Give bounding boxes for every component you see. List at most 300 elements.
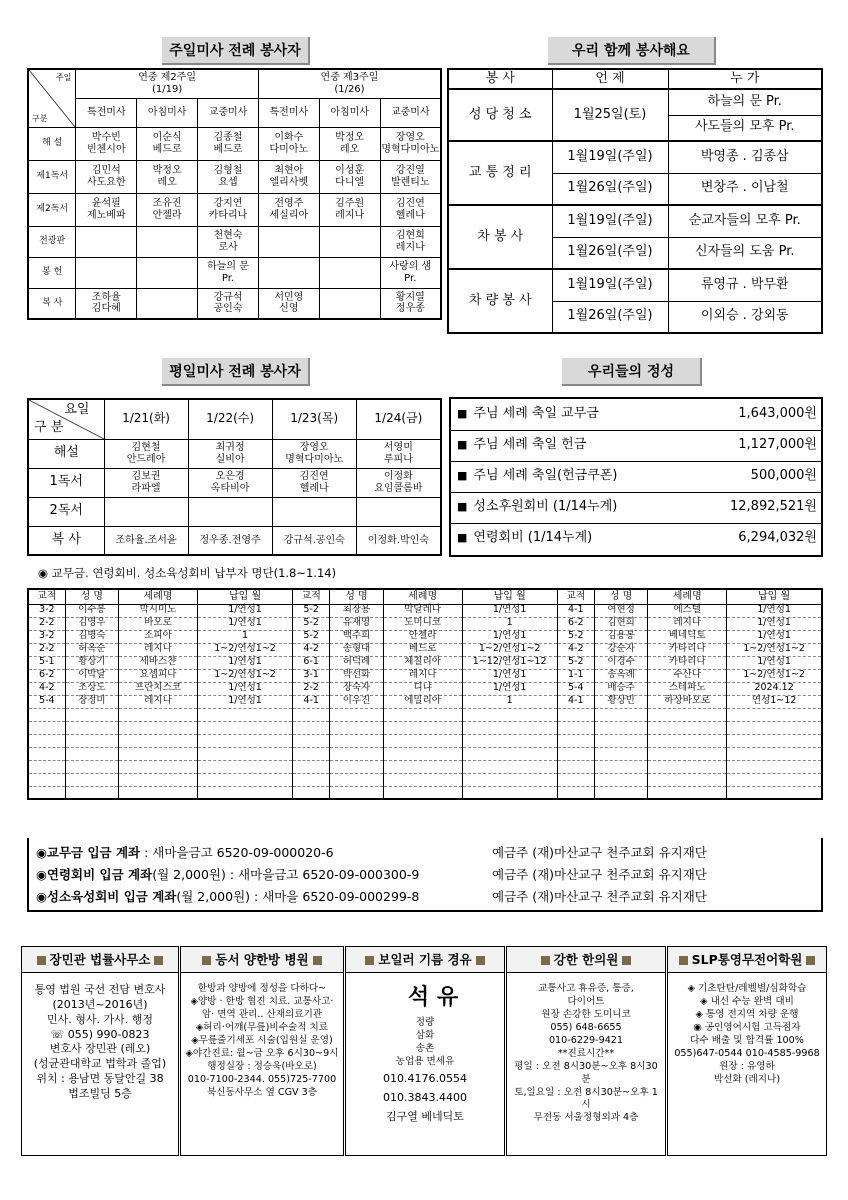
ad-line: 통영 법원 국선 전담 변호사 — [34, 983, 166, 996]
row-label: 전광판 — [28, 226, 76, 257]
offering-item — [451, 523, 821, 554]
ad-line: ◈ 통영 전지역 차량 운행 — [695, 1008, 799, 1020]
server-cell: 강진열 발렌티노 — [380, 160, 441, 193]
row-label: 제2독서 — [28, 193, 76, 226]
payer-cell: 6-2 — [28, 669, 65, 682]
payers-header: 납입 월 — [727, 589, 822, 604]
ad-line: (성균관대학교 법학과 졸업) — [33, 1057, 167, 1071]
payer-cell: 송옥례 — [594, 669, 647, 682]
payer-cell: 조상도 — [65, 682, 118, 695]
ad-box — [180, 946, 344, 1156]
ad-line: ◈허리·어깨(무릎)비수술적 치료 — [195, 1021, 329, 1033]
server-cell: 이정화 요임콜롬바 — [356, 468, 441, 497]
square-icon — [476, 956, 485, 965]
ad-line: **진료시간** — [557, 1047, 615, 1059]
payer-cell: 카타리나 — [648, 656, 727, 669]
offering-title: 우리들의 정성 — [562, 358, 702, 386]
payer-cell: 1 — [197, 630, 292, 643]
together-title: 우리 함께 봉사해요 — [548, 37, 716, 65]
together-date: 1월19일(주일) — [552, 205, 668, 237]
server-cell — [137, 288, 198, 319]
server-cell: 윤석필 제노베파 — [76, 193, 137, 226]
server-cell — [319, 257, 380, 288]
payer-cell: 5-2 — [557, 630, 594, 643]
together-group: 차 봉 사 — [448, 205, 552, 269]
empty-row — [28, 786, 822, 799]
payer-cell: 5-2 — [293, 604, 330, 617]
offering-box — [449, 397, 823, 557]
payer-cell: 박선화 — [330, 669, 383, 682]
weekday-day: 1/24(금) — [356, 399, 441, 439]
server-cell: 김주원 레지나 — [319, 193, 380, 226]
account-label: ◉성소육성회비 입금 계좌 — [36, 889, 177, 904]
payer-cell: 2-2 — [293, 682, 330, 695]
payer-cell: 1 — [462, 617, 557, 630]
table-row — [28, 604, 822, 617]
square-icon — [154, 956, 163, 965]
ad-line: 무전동 서울정형외과 4층 — [533, 1112, 639, 1124]
together-date: 1월26일(주일) — [552, 301, 668, 333]
ad-body — [181, 973, 343, 1099]
payer-cell: 5-2 — [293, 630, 330, 643]
ad-line: 원장 손강한 도미니코 — [541, 1008, 631, 1020]
account-line — [36, 842, 334, 864]
row-label: 1독서 — [28, 468, 104, 497]
payer-cell: 1/연성1 — [197, 604, 292, 617]
bullet-icon: ■ — [457, 406, 468, 420]
server-cell: 김진연 헬레나 — [380, 193, 441, 226]
ad-line: ◈무릎줄기세포 시술(입원실 운영) — [191, 1034, 333, 1046]
payer-cell: 허옥순 — [65, 643, 118, 656]
bullet-icon: ■ — [457, 531, 468, 545]
payer-cell: 1~2/연성1~2 — [197, 669, 292, 682]
row-label: 2독서 — [28, 497, 104, 526]
ad-line: ◈양방 · 한방 협진 치료. 교통사고· — [190, 995, 334, 1007]
ad-line: 행정실장 : 정승욱(바오로) — [207, 1060, 317, 1072]
payers-header: 세례명 — [648, 589, 727, 604]
payer-cell: 1~2/연성1~2 — [727, 643, 822, 656]
payer-cell: 1/연성1 — [727, 617, 822, 630]
ad-body — [507, 973, 665, 1125]
together-who: 하늘의 문 Pr. — [668, 89, 822, 115]
offering-label: 연령회비 (1/14누계) — [473, 530, 593, 546]
ad-title: SLP통영무전어학원 — [668, 947, 826, 973]
payer-cell: 프란치스코 — [119, 682, 198, 695]
payer-cell: 막달레나 — [383, 604, 462, 617]
offering-label: 주님 세례 축일(헌금쿠폰) — [473, 468, 618, 484]
payer-cell: 1/연성1 — [462, 630, 557, 643]
ad-line: 농업용 면세유 — [395, 1055, 455, 1067]
server-cell: 조하율 김다혜 — [76, 288, 137, 319]
payers-header: 성 명 — [65, 589, 118, 604]
ad-line: ◈야간진료: 월~금 오후 6시30~9시 — [185, 1047, 339, 1059]
ad-box — [345, 946, 505, 1156]
ad-line: ◈ 기초탄탄/레벨별/심화학습 — [687, 983, 807, 994]
sunday-week1: 연중 제2주일 (1/19) — [76, 69, 259, 98]
ad-line: 김구열 베네딕토 — [386, 1110, 464, 1124]
payer-cell: 1~12/연성1~12 — [462, 656, 557, 669]
ad-line: 변호사 장민관 (레오) — [49, 1042, 151, 1056]
payer-cell: 이막달 — [65, 669, 118, 682]
ad-line: 055)647-0544 010-4585-9968 — [674, 1047, 820, 1059]
server-cell: 전영주 세실리아 — [258, 193, 319, 226]
server-cell — [188, 497, 272, 526]
payer-cell: 에밀리아 — [383, 695, 462, 708]
square-icon — [806, 956, 815, 965]
server-cell: 강지연 카타리나 — [198, 193, 259, 226]
server-cell: 최귀정 실비아 — [188, 439, 272, 468]
payer-cell: 김현희 — [594, 617, 647, 630]
ad-line: 다이어트 — [567, 995, 605, 1007]
payer-cell: 안젤라 — [383, 630, 462, 643]
row-label: 봉 헌 — [28, 257, 76, 288]
ad-box — [667, 946, 827, 1156]
ad-line: ◈ 내신 수능 완벽 대비 — [700, 995, 794, 1007]
payer-cell: 4-2 — [557, 643, 594, 656]
together-date: 1월19일(주일) — [552, 269, 668, 301]
ad-title: 보일러 기름 경유 — [346, 947, 504, 973]
server-cell: 조유진 안젤라 — [137, 193, 198, 226]
payers-header: 교적 — [557, 589, 594, 604]
server-cell — [76, 257, 137, 288]
payer-cell: 디냐 — [383, 682, 462, 695]
server-cell: 김형철 요셉 — [198, 160, 259, 193]
payer-cell: 4-2 — [28, 682, 65, 695]
server-cell: 김현희 레지나 — [380, 226, 441, 257]
payer-cell: 연성1~12 — [727, 695, 822, 708]
ad-line: 010.3843.4400 — [383, 1091, 467, 1105]
payers-header: 성 명 — [594, 589, 647, 604]
server-cell — [137, 226, 198, 257]
payer-cell: 강순자 — [594, 643, 647, 656]
mass-header: 교중미사 — [380, 98, 441, 127]
payer-cell: 허덕례 — [330, 656, 383, 669]
payer-cell: 카타리나 — [648, 643, 727, 656]
payer-cell: 최장용 — [330, 604, 383, 617]
square-icon — [541, 956, 550, 965]
server-cell: 서민영 신영 — [258, 288, 319, 319]
ad-line: 원장 : 유영하 — [719, 1060, 775, 1072]
ad-title: 강한 한의원 — [507, 947, 665, 973]
payer-cell: 이수봉 — [65, 604, 118, 617]
payer-cell: 1/연성1 — [197, 617, 292, 630]
sunday-week2: 연중 제3주일 (1/26) — [258, 69, 441, 98]
server-cell — [356, 497, 441, 526]
ad-line: 삼화 — [415, 1029, 435, 1041]
offering-item — [451, 399, 821, 430]
ad-line: 교통사고 휴유증, 통증, — [538, 983, 634, 994]
together-who: 순교자들의 모후 Pr. — [668, 205, 822, 237]
together-who: 사도들의 모후 Pr. — [668, 115, 822, 141]
payer-cell: 유재영 — [330, 617, 383, 630]
payer-cell: 스테파노 — [648, 682, 727, 695]
together-who: 류영규 . 박무환 — [668, 269, 822, 301]
table-row — [28, 682, 822, 695]
mass-header: 아침미사 — [319, 98, 380, 127]
weekday-day: 1/23(목) — [272, 399, 356, 439]
ad-line: 010-7100-2344. 055)725-7700 — [187, 1073, 337, 1085]
together-date: 1월25일(토) — [552, 89, 668, 141]
server-cell — [319, 288, 380, 319]
ad-title: 장민관 법률사무소 — [22, 947, 178, 973]
payer-cell: 4-2 — [293, 643, 330, 656]
payer-cell: 1/연성1 — [462, 682, 557, 695]
server-cell — [258, 226, 319, 257]
payer-cell: 송형대 — [330, 643, 383, 656]
server-cell — [137, 257, 198, 288]
together-group: 교 통 정 리 — [448, 141, 552, 205]
payer-cell: 1/연성1 — [462, 604, 557, 617]
payer-cell: 6-1 — [293, 656, 330, 669]
server-cell: 정우종.전영주 — [188, 526, 272, 555]
payer-cell: 1-1 — [557, 669, 594, 682]
ad-line: 평일 : 오전 8시30분~오후 8시30분 — [514, 1060, 658, 1085]
mass-header: 아침미사 — [137, 98, 198, 127]
payer-cell: 5-2 — [293, 617, 330, 630]
server-cell: 박수빈 빈첸시아 — [76, 127, 137, 160]
payer-cell: 베드로 — [383, 643, 462, 656]
payer-cell: 황상기 — [65, 656, 118, 669]
ad-line: 송촌 — [415, 1042, 435, 1054]
square-icon — [365, 956, 374, 965]
offering-label: 주님 세례 축일 교무금 — [473, 405, 599, 421]
payer-cell: 3-2 — [28, 604, 65, 617]
row-label: 복 사 — [28, 526, 104, 555]
bullet-icon: ■ — [457, 500, 468, 514]
payers-header: 세례명 — [119, 589, 198, 604]
payer-cell: 레지나 — [119, 643, 198, 656]
server-cell: 이순식 베드로 — [137, 127, 198, 160]
empty-row — [28, 760, 822, 773]
payers-header: 납입 월 — [462, 589, 557, 604]
empty-row — [28, 773, 822, 786]
bullet-icon: ■ — [457, 469, 468, 483]
payer-cell: 1/연성1 — [462, 669, 557, 682]
payer-cell: 5-4 — [28, 695, 65, 708]
payer-cell: 소피아 — [119, 630, 198, 643]
payer-cell: 이경수 — [594, 656, 647, 669]
ad-line: 055) 648-6655 — [550, 1021, 622, 1033]
payers-table — [27, 588, 823, 800]
server-cell — [272, 497, 356, 526]
empty-row — [28, 747, 822, 760]
payer-cell: 4-1 — [557, 604, 594, 617]
ad-line: 010.4176.0554 — [383, 1072, 467, 1086]
ad-body — [346, 973, 504, 1125]
account-detail: (월 2,000원) : 새마을 6520-09-000299-8 — [176, 889, 420, 904]
account-detail: (월 2,000원) : 새마을금고 6520-09-000300-9 — [152, 867, 420, 882]
weekday-day: 1/21(화) — [104, 399, 188, 439]
server-cell: 김현철 안드레아 — [104, 439, 188, 468]
payer-cell: 5-1 — [28, 656, 65, 669]
server-cell: 강규석.공인숙 — [272, 526, 356, 555]
ad-line: 다수 배출 및 합격률 100% — [690, 1034, 804, 1046]
payer-cell: 2024.12 — [727, 682, 822, 695]
payer-cell: 1 — [462, 695, 557, 708]
together-group: 성 당 청 소 — [448, 89, 552, 141]
server-cell: 사랑의 샘 Pr. — [380, 257, 441, 288]
server-cell: 박정오 레오 — [137, 160, 198, 193]
table-row — [28, 643, 822, 656]
payer-cell: 1/연성1 — [727, 656, 822, 669]
ad-body — [22, 973, 178, 1102]
offering-item — [451, 430, 821, 461]
ad-line: ☏ 055) 990-0823 — [50, 1027, 150, 1041]
payer-cell: 3-2 — [28, 630, 65, 643]
offering-item — [451, 461, 821, 492]
offering-amount: 6,294,032원 — [738, 530, 817, 546]
weekday-title: 평일미사 전례 봉사자 — [162, 358, 310, 386]
payer-cell: 1~2/연성1~2 — [727, 669, 822, 682]
payer-cell: 1/연성1 — [197, 656, 292, 669]
server-cell: 박정오 레오 — [319, 127, 380, 160]
payer-cell: 세바스챤 — [119, 656, 198, 669]
payers-header: 교적 — [293, 589, 330, 604]
together-date: 1월26일(주일) — [552, 173, 668, 205]
payer-cell: 요셉피나 — [119, 669, 198, 682]
server-cell: 서영미 루피나 — [356, 439, 441, 468]
payer-cell: 황상민 — [594, 695, 647, 708]
payer-cell: 5-2 — [557, 656, 594, 669]
payer-cell: 레지나 — [119, 695, 198, 708]
together-table — [447, 68, 823, 334]
ad-line: 박선화 (레지나) — [713, 1073, 781, 1085]
payer-cell: 하상바오로 — [648, 695, 727, 708]
payers-title: ◉ 교무금. 연령회비. 성소육성회비 납부자 명단(1.8~1.14) — [38, 566, 337, 580]
payer-cell: 2-2 — [28, 617, 65, 630]
server-cell — [258, 257, 319, 288]
server-cell: 이성훈 다니엘 — [319, 160, 380, 193]
ad-line: (2013년~2016년) — [52, 997, 148, 1011]
table-row — [28, 656, 822, 669]
row-label: 해 설 — [28, 127, 76, 160]
ad-big-text: 석 유 — [407, 985, 459, 1010]
ad-line: 토,일요일 : 오전 8시30분~오후 1시 — [514, 1086, 658, 1111]
payers-header: 납입 월 — [197, 589, 292, 604]
server-cell — [319, 226, 380, 257]
payer-cell: 1~2/연성1~2 — [462, 643, 557, 656]
together-who: 변창주 . 이남철 — [668, 173, 822, 205]
server-cell: 이정화.박인숙 — [356, 526, 441, 555]
offering-amount: 1,643,000원 — [685, 399, 821, 430]
ad-line: 위치 : 용남면 동달안길 38 — [36, 1072, 164, 1086]
server-cell: 김보권 라파엘 — [104, 468, 188, 497]
payer-cell: 막시미노 — [119, 604, 198, 617]
ad-line: 정량 — [415, 1016, 435, 1028]
payer-cell: 이우진 — [330, 695, 383, 708]
payer-cell: 1/연성1 — [197, 682, 292, 695]
square-icon — [202, 956, 211, 965]
payer-cell: 김명숙 — [65, 630, 118, 643]
offering-label: 주님 세례 축일 헌금 — [473, 437, 587, 453]
payer-cell: 레지나 — [648, 617, 727, 630]
sunday-title: 주일미사 전례 봉사자 — [162, 37, 310, 65]
payer-cell: 5-4 — [557, 682, 594, 695]
payers-header: 세례명 — [383, 589, 462, 604]
payer-cell: 1/연성1 — [727, 630, 822, 643]
payer-cell: 백주희 — [330, 630, 383, 643]
sunday-corner: 주일 구분 — [28, 69, 76, 127]
ad-line: 010-6229-9421 — [548, 1034, 624, 1046]
row-label: 해설 — [28, 439, 104, 468]
server-cell: 강규석 공인숙 — [198, 288, 259, 319]
server-cell: 오은경 옥타비아 — [188, 468, 272, 497]
mass-header: 특전미사 — [258, 98, 319, 127]
server-cell: 장영오 명혁다미아노 — [272, 439, 356, 468]
empty-row — [28, 734, 822, 747]
ad-line: 법조빌딩 5층 — [68, 1086, 132, 1100]
payer-cell: 1~2/연성1~2 — [197, 643, 292, 656]
payers-header: 교적 — [28, 589, 65, 604]
ad-title: 동서 양한방 병원 — [181, 947, 343, 973]
payer-cell: 에스텔 — [648, 604, 727, 617]
account-label: ◉교무금 입금 계좌 — [36, 845, 141, 860]
server-cell: 장영오 명혁다미아노 — [380, 127, 441, 160]
together-date: 1월19일(주일) — [552, 141, 668, 173]
weekday-day: 1/22(수) — [188, 399, 272, 439]
row-label: 제1독서 — [28, 160, 76, 193]
empty-row — [28, 721, 822, 734]
offering-label: 성소후원회비 (1/14누계) — [473, 499, 618, 515]
mass-header: 교중미사 — [198, 98, 259, 127]
weekday-corner: 요일 구 분 — [28, 399, 104, 439]
square-icon — [622, 956, 631, 965]
server-cell: 천현숙 로사 — [198, 226, 259, 257]
square-icon — [37, 956, 46, 965]
weekday-servers-table — [27, 398, 442, 556]
payer-cell: 4-1 — [557, 695, 594, 708]
ad-line: ◉ 공인영어시험 고득점자 — [693, 1021, 801, 1033]
payer-cell: 4-1 — [293, 695, 330, 708]
table-row — [28, 669, 822, 682]
payer-cell: 여현정 — [594, 604, 647, 617]
ad-line: 북신동사무소 옆 CGV 3층 — [206, 1086, 318, 1098]
table-row — [28, 695, 822, 708]
together-date: 1월26일(주일) — [552, 237, 668, 269]
together-who: 이외승 . 강외동 — [668, 301, 822, 333]
account-line — [36, 886, 419, 908]
offering-item — [451, 492, 821, 523]
payer-cell: 김용봉 — [594, 630, 647, 643]
square-icon — [313, 956, 322, 965]
offering-amount: 500,000원 — [685, 461, 821, 492]
square-icon — [679, 956, 688, 965]
payer-cell: 레지나 — [383, 669, 462, 682]
bullet-icon: ■ — [457, 438, 468, 452]
server-cell: 하늘의 문 Pr. — [198, 257, 259, 288]
payer-cell: 바오로 — [119, 617, 198, 630]
account-line — [36, 864, 419, 886]
ad-box — [21, 946, 179, 1156]
server-cell: 김민석 사도요한 — [76, 160, 137, 193]
server-cell: 이화수 다미아노 — [258, 127, 319, 160]
row-label: 복 사 — [28, 288, 76, 319]
payer-cell: 수산나 — [648, 669, 727, 682]
server-cell: 조하율.조서윤 — [104, 526, 188, 555]
payer-cell: 3-1 — [293, 669, 330, 682]
payer-cell: 1/연성1 — [727, 604, 822, 617]
payer-cell: 장정미 — [65, 695, 118, 708]
payer-cell: 장숙자 — [330, 682, 383, 695]
offering-amount: 1,127,000원 — [685, 430, 821, 461]
table-row — [28, 630, 822, 643]
account-owner: 예금주 (재)마산교구 천주교회 유지재단 — [492, 867, 707, 882]
server-cell: 김진연 헬레나 — [272, 468, 356, 497]
payer-cell: 김영우 — [65, 617, 118, 630]
payer-cell: 6-2 — [557, 617, 594, 630]
payer-cell: 베네딕토 — [648, 630, 727, 643]
ad-box — [506, 946, 666, 1156]
